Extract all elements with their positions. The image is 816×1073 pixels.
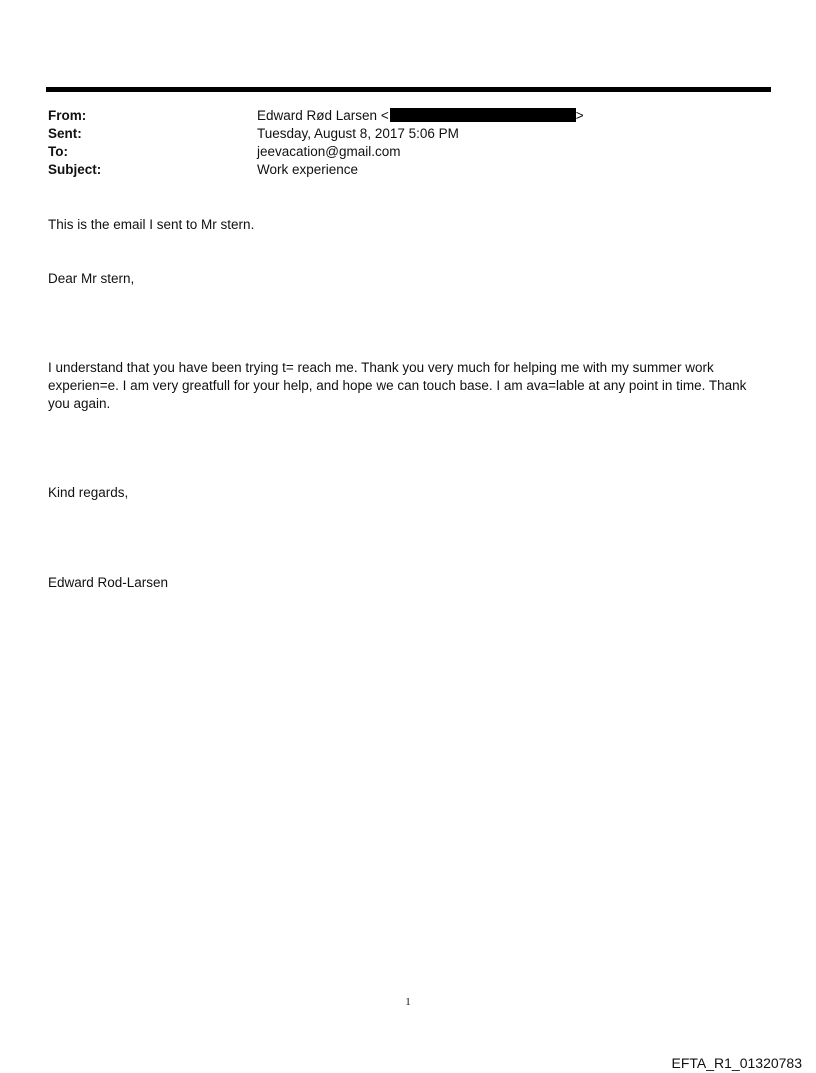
signature: Edward Rod-Larsen xyxy=(48,575,169,590)
bates-number: EFTA_R1_01320783 xyxy=(671,1055,802,1071)
sent-value: Tuesday, August 8, 2017 5:06 PM xyxy=(257,126,459,141)
body-paragraph xyxy=(48,359,746,413)
paragraph-line: I understand that you have been trying t= reach me. Thank you very much for helping me with my summer work xyxy=(48,360,714,375)
paragraph-line: experien=e. I am very greatfull for your help, and hope we can touch base. I am ava=lable at any point in time. Thank xyxy=(48,378,747,393)
intro-text: This is the email I sent to Mr stern. xyxy=(48,217,255,232)
closing: Kind regards, xyxy=(48,485,129,500)
paragraph-line: you again. xyxy=(48,396,111,411)
greeting: Dear Mr stern, xyxy=(48,271,135,286)
to-label: To: xyxy=(48,144,68,159)
to-value: jeevacation@gmail.com xyxy=(257,144,401,159)
redaction-box xyxy=(390,108,576,122)
sent-label: Sent: xyxy=(48,126,82,141)
subject-value: Work experience xyxy=(257,162,359,177)
page-number: 1 xyxy=(405,996,411,1008)
header-divider xyxy=(46,87,771,92)
email-open-bracket: < xyxy=(380,108,389,123)
email-close-bracket: > xyxy=(575,108,584,123)
sender-name: Edward Rød Larsen xyxy=(257,108,378,123)
from-label: From: xyxy=(48,108,87,123)
subject-label: Subject: xyxy=(48,162,102,177)
from-value xyxy=(257,108,584,123)
